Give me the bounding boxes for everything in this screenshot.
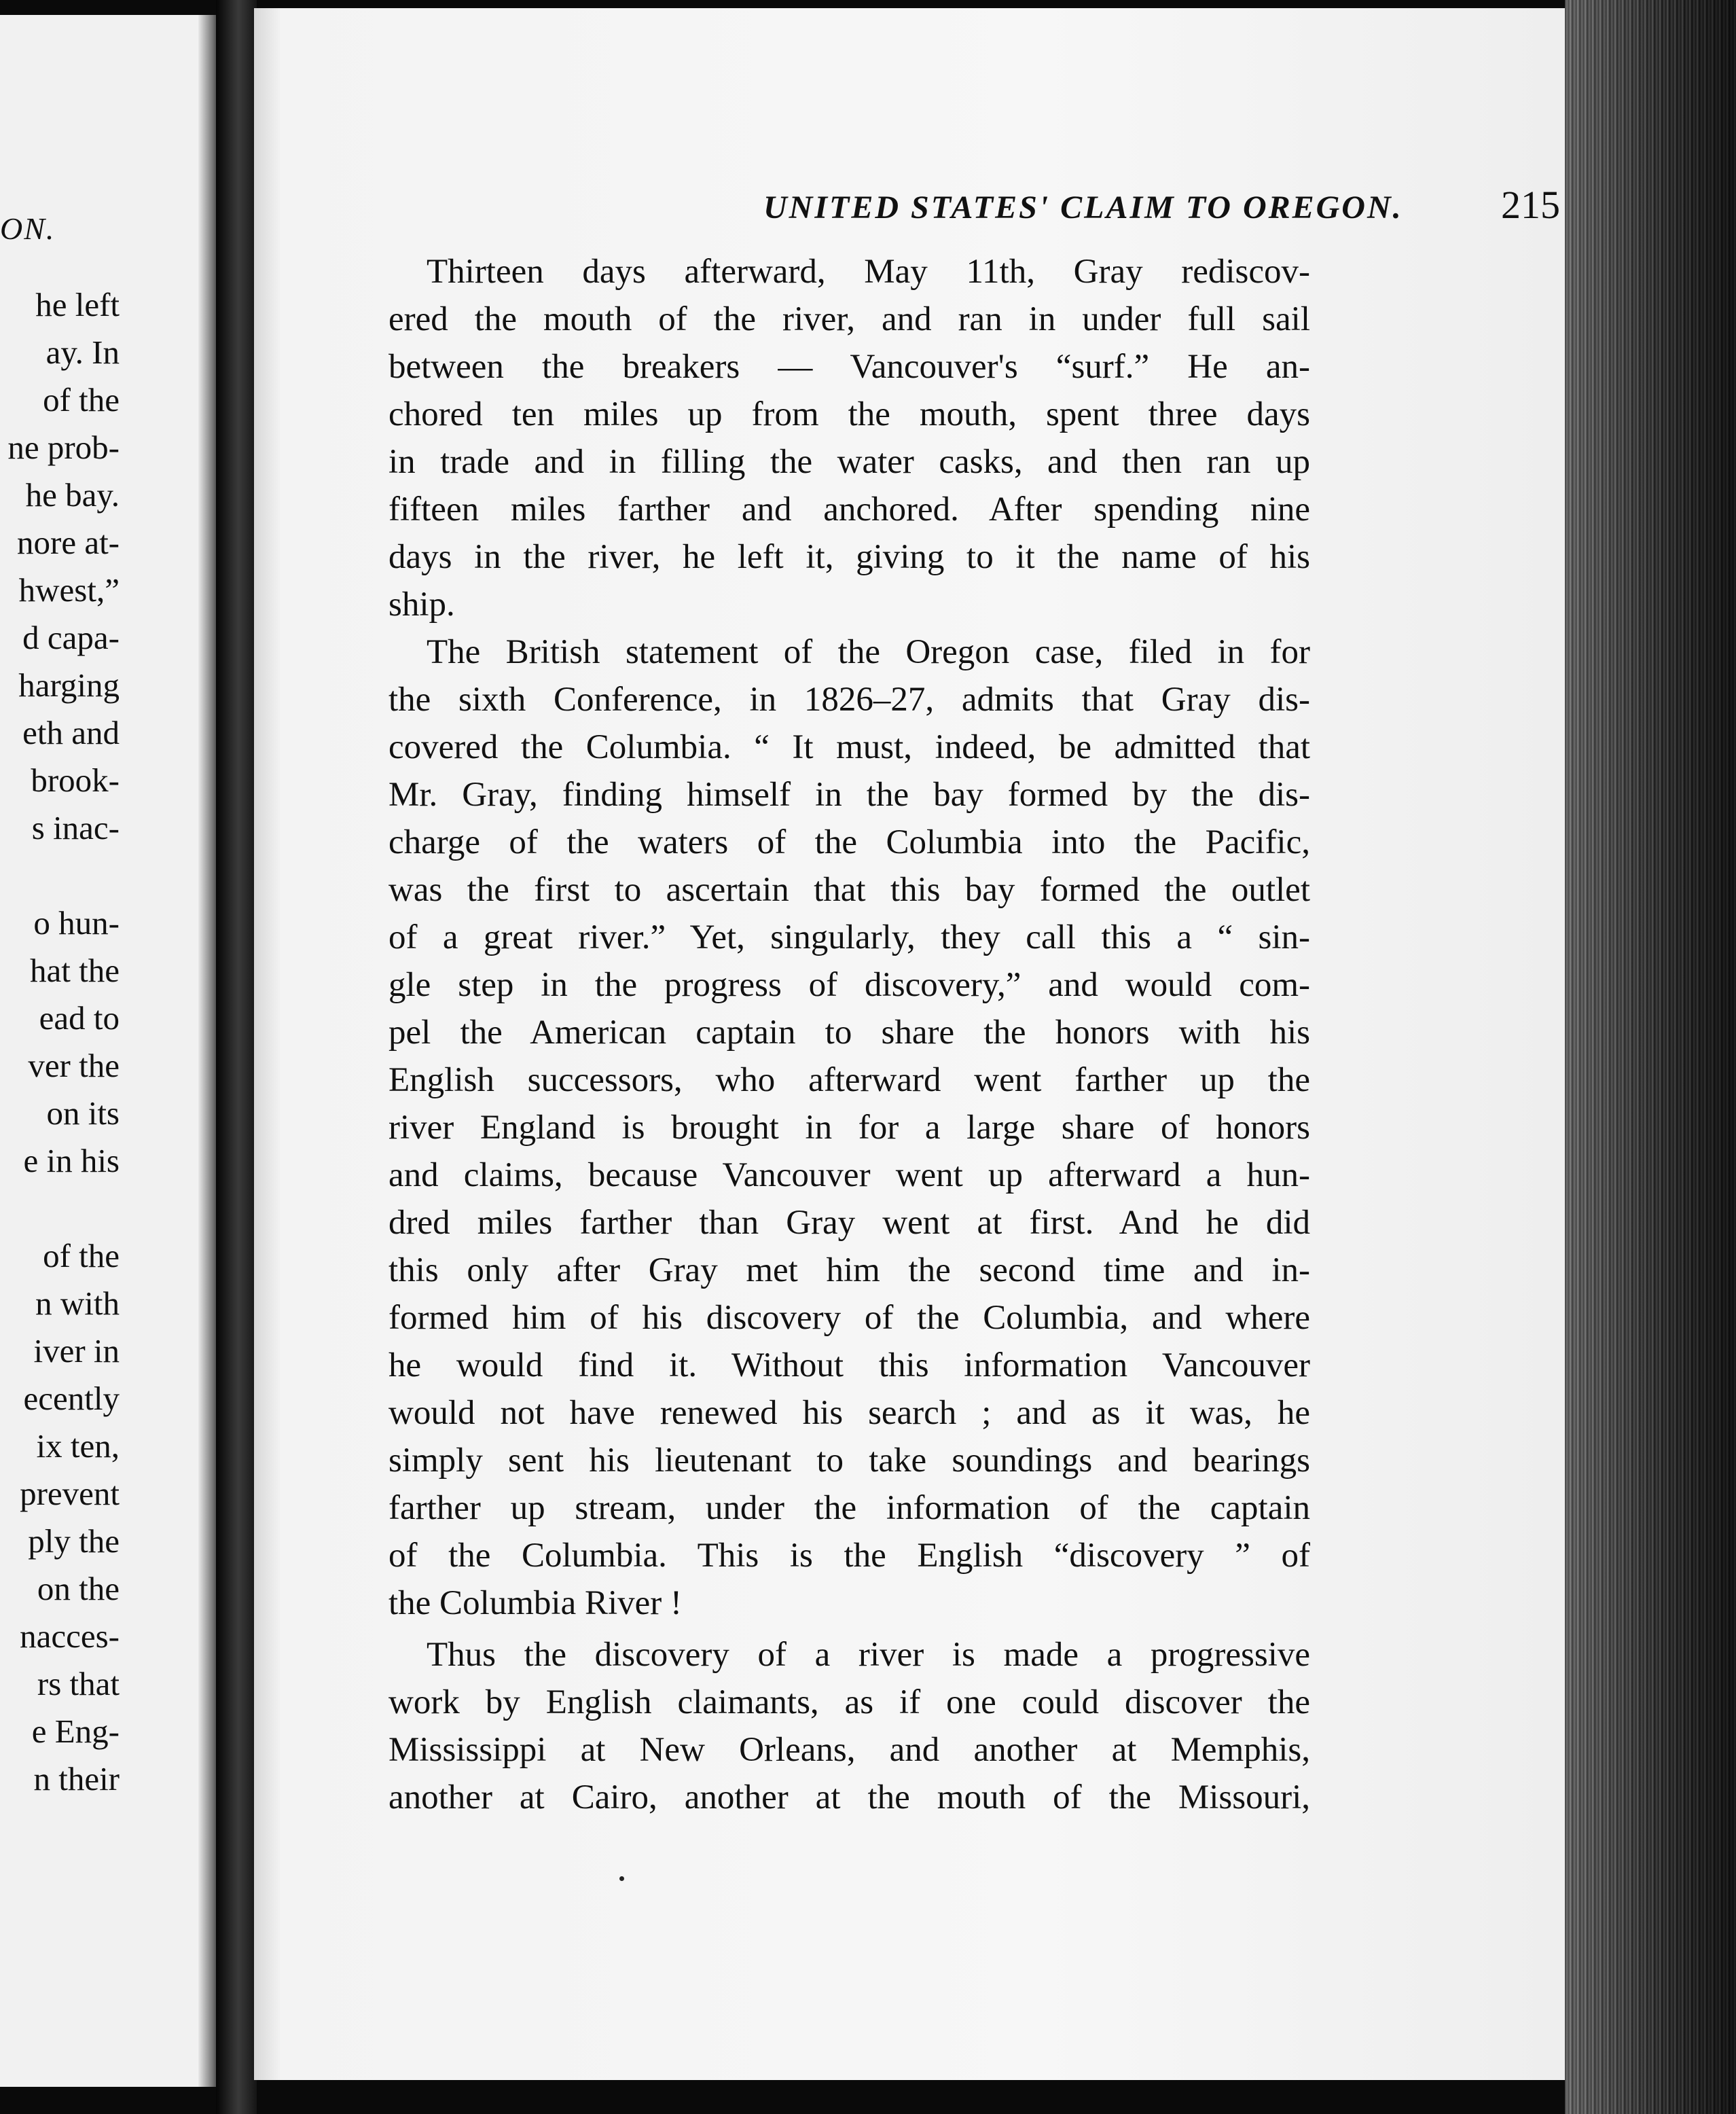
body-line: gle step in the progress of discovery,” and would com- (388, 966, 1310, 1004)
body-line: would not have renewed his search ; and as it was, he (388, 1394, 1310, 1432)
body-line: charge of the waters of the Columbia into the Pacific, (388, 823, 1310, 861)
left-page-line: on the (37, 1570, 120, 1607)
body-line: he would find it. Without this information Vancouver (388, 1346, 1310, 1384)
left-page-line: prevent (20, 1475, 120, 1512)
left-page-line: hwest,” (18, 571, 120, 609)
book-binding (216, 0, 257, 2114)
left-page-line: ecently (23, 1380, 120, 1417)
running-head (511, 177, 1570, 227)
left-page-line: harging (18, 666, 120, 704)
left-page-line: n with (35, 1285, 120, 1322)
left-page-line: ver the (28, 1047, 120, 1084)
body-line: simply sent his lieutenant to take soundings and bearings (388, 1441, 1310, 1480)
body-line: and claims, because Vancouver went up afterward a hun- (388, 1156, 1310, 1194)
page-speck (619, 1876, 624, 1881)
left-page-line: iver in (33, 1332, 120, 1369)
left-page-line: of the (43, 1237, 120, 1274)
left-page-line: nore at- (17, 524, 120, 561)
page-number: 215 (1501, 183, 1560, 227)
left-page-line: ay. In (46, 334, 120, 371)
left-page-line: o hun- (33, 904, 120, 942)
right-page (254, 8, 1565, 2080)
body-line: formed him of his discovery of the Columbia, and where (388, 1299, 1310, 1337)
body-line: another at Cairo, another at the mouth of the Missouri, (388, 1778, 1310, 1816)
left-page-line: ix ten, (36, 1427, 120, 1465)
body-line: days in the river, he left it, giving to it the name of his (388, 538, 1310, 576)
left-page-line: brook- (31, 762, 120, 799)
left-page-line: e Eng- (31, 1713, 120, 1750)
left-page-gutter (198, 15, 216, 2087)
running-title: UNITED STATES' CLAIM TO OREGON. (763, 190, 1403, 226)
body-line: pel the American captain to share the honors with his (388, 1014, 1310, 1052)
left-page-line: e in his (23, 1142, 120, 1179)
body-line: covered the Columbia. “ It must, indeed, be admitted that (388, 728, 1310, 766)
body-line: Mr. Gray, finding himself in the bay formed by the dis- (388, 776, 1310, 814)
body-line: of a great river.” Yet, singularly, they call this a “ sin- (388, 918, 1310, 956)
body-line: chored ten miles up from the mouth, spent three days (388, 395, 1310, 433)
body-line: fifteen miles farther and anchored. After spending nine (388, 490, 1310, 528)
body-line: between the breakers — Vancouver's “surf.” He an- (388, 348, 1310, 386)
left-page-line: nacces- (20, 1617, 120, 1655)
body-line: dred miles farther than Gray went at first. And he did (388, 1204, 1310, 1242)
body-line: Mississippi at New Orleans, and another at Memphis, (388, 1731, 1310, 1769)
left-page-line: he bay. (25, 476, 120, 514)
body-line: Thus the discovery of a river is made a progressive (427, 1636, 1310, 1674)
body-line: in trade and in filling the water casks, and then ran up (388, 443, 1310, 481)
left-page-line: on its (46, 1094, 120, 1132)
body-line: was the first to ascertain that this bay formed the outlet (388, 871, 1310, 909)
body-line: the sixth Conference, in 1826–27, admits that Gray dis- (388, 681, 1310, 719)
body-line: English successors, who afterward went farther up the (388, 1061, 1310, 1099)
body-line: ered the mouth of the river, and ran in under full sail (388, 300, 1310, 338)
left-page-running-title: ON. (0, 211, 56, 246)
left-page-line: rs that (37, 1665, 120, 1702)
body-line: Thirteen days afterward, May 11th, Gray rediscov- (427, 253, 1310, 291)
left-page-line: s inac- (31, 809, 120, 846)
left-page-line: d capa- (22, 619, 120, 656)
left-page-line: he left (35, 286, 120, 323)
left-page (0, 15, 216, 2087)
body-line: ship. (388, 586, 455, 624)
body-line: work by English claimants, as if one could discover the (388, 1683, 1310, 1721)
left-page-line: of the (43, 381, 120, 418)
body-line: the Columbia River ! (388, 1584, 683, 1622)
body-line: this only after Gray met him the second time and in- (388, 1251, 1310, 1289)
left-page-line: ead to (39, 999, 120, 1037)
left-page-line: ply the (28, 1522, 120, 1560)
left-page-line: ne prob- (7, 429, 120, 466)
left-page-line: eth and (22, 714, 120, 751)
left-page-line: hat the (30, 952, 120, 989)
body-line: farther up stream, under the information of the captain (388, 1489, 1310, 1527)
body-line: river England is brought in for a large share of honors (388, 1109, 1310, 1147)
left-page-line: n their (33, 1760, 120, 1797)
book-fore-edge-shade (1565, 0, 1736, 2114)
body-line: of the Columbia. This is the English “discovery ” of (388, 1537, 1310, 1575)
body-line: The British statement of the Oregon case, filed in for (427, 633, 1310, 671)
